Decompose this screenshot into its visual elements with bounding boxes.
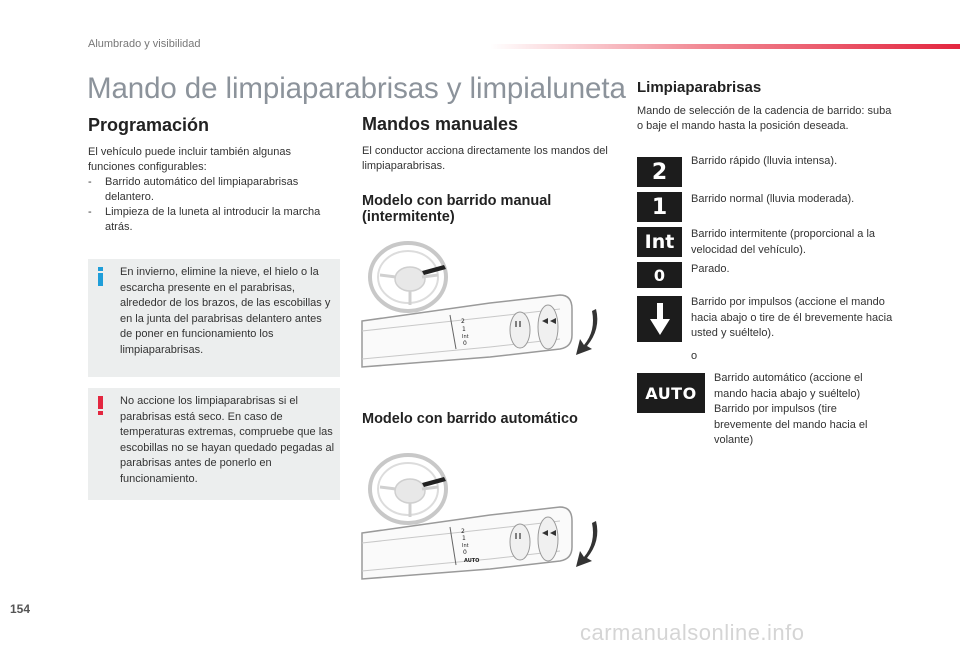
info-icon [98,267,103,283]
wiper-lever-icon [362,507,572,579]
lever-label-0: 0 [463,340,467,347]
mandos-intro: El conductor acciona directamente los mandos del limpiaparabrisas. [362,145,608,172]
row-text-speed-2: Barrido rápido (lluvia intensa). [691,155,838,167]
programacion-list [88,175,338,235]
lever-label-auto: AUTO [464,558,480,564]
page-title: Mando de limpiaparabrisas y limpialuneta [87,72,626,105]
row-text-impulse: Barrido por impulsos (accione el mando hacia abajo o tire de él brevemente hacia usted y suéltelo). [691,296,893,339]
lever-label-2: 2 [461,528,465,535]
warning-icon [98,396,103,416]
list-item: - Barrido automático del limpiaparabrisas delantero. [88,175,338,205]
lever-label-int: Int [462,543,469,549]
section-header: Alumbrado y visibilidad [88,38,201,50]
rotate-arrow-icon [576,309,597,355]
limpia-heading: Limpiaparabrisas [637,79,762,96]
lever-highlight-icon [422,477,446,487]
badge-speed-1: 1 [637,192,682,222]
auto-model-heading: Modelo con barrido automático [362,411,578,427]
manual-model-heading-wrap [362,193,612,225]
lever-highlight-icon [422,265,446,275]
watermark: carmanualsonline.info [580,620,805,645]
programacion-section [88,115,338,235]
lever-label-0: 0 [463,549,467,556]
mandos-heading: Mandos manuales [362,114,519,134]
badge-impulse [637,296,682,342]
rotate-arrow-icon [576,521,597,567]
row-text-int: Barrido intermitente (proporcional a la velocidad del vehículo). [691,228,876,256]
arrow-down-icon [649,301,671,337]
steering-wheel-icon [370,455,446,523]
auto-model-heading-wrap [362,411,612,427]
row-text-speed-1: Barrido normal (lluvia moderada). [691,193,855,205]
header-accent-bar [490,44,960,49]
badge-auto: AUTO [637,373,705,413]
lever-label-2: 2 [461,318,465,325]
lever-label-int: Int [462,334,469,340]
list-item: - Limpieza de la luneta al introducir la marcha atrás. [88,205,338,235]
warning-note [88,388,340,500]
manual-lever-illustration [360,235,610,375]
badge-stop-0: 0 [637,262,682,288]
programacion-intro: El vehículo puede incluir también algunas funciones configurables: [88,146,292,173]
manual-model-heading: Modelo con barrido manual (intermitente) [362,193,552,225]
row-text-stop: Parado. [691,263,730,275]
limpia-intro: Mando de selección de la cadencia de barrido: suba o baje el mando hasta la posición deseada. [637,105,892,132]
row-text-auto: Barrido automático (accione el mando hacia abajo y suéltelo) Barrido por impulsos (tire brevemente del mando hacia el volante) [714,372,868,446]
info-note-text: En invierno, elimine la nieve, el hielo o la escarcha presente en el parabrisas, alrededor de los brazos, de las escobillas y en la junta del parabrisas delantero antes de poner en funcionamiento los limpiaparabrisas. [120,266,331,356]
info-note [88,259,340,377]
steering-wheel-icon [370,243,446,311]
lever-label-1: 1 [462,535,466,542]
page-number: 154 [10,602,31,616]
warning-note-text: No accione los limpiaparabrisas si el parabrisas está seco. En caso de temperaturas extremas, compruebe que las escobillas no se hayan quedado pegadas al parabrisas antes de ponerlo en funcionamiento. [120,395,335,485]
programacion-heading: Programación [88,115,210,135]
auto-lever-illustration [360,447,610,587]
badge-speed-2: 2 [637,157,682,187]
wiper-lever-icon [362,295,572,367]
badge-int: Int [637,227,682,257]
mandos-section [362,114,612,174]
lever-label-1: 1 [462,326,466,333]
or-text: o [691,350,698,362]
limpia-section [637,80,897,134]
